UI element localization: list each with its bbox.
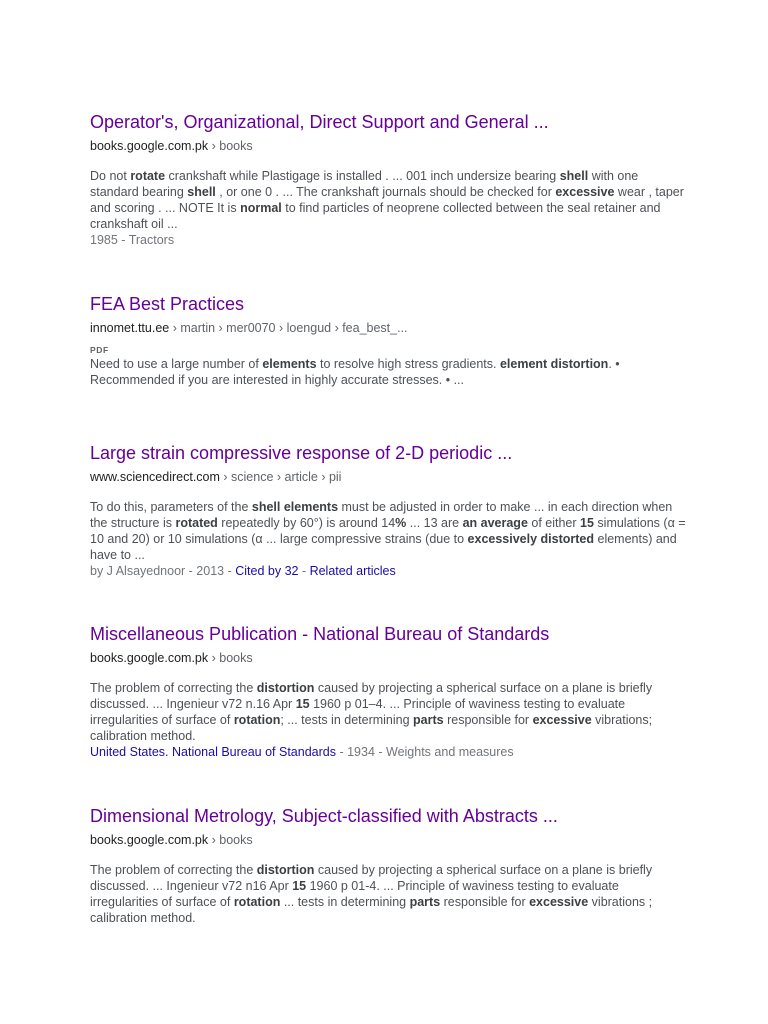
result-breadcrumb: › books	[208, 651, 253, 665]
result-title-link[interactable]: Dimensional Metrology, Subject-classified with Abstracts ...	[90, 806, 558, 826]
snippet-highlight: %	[395, 516, 407, 530]
snippet-highlight: excessive	[529, 895, 589, 909]
related-articles-link[interactable]: Related articles	[309, 564, 396, 578]
snippet-text: 1960 p 01-4. ... Principle of waviness testing to evaluate irregularities of surface of	[90, 879, 619, 909]
snippet-text: vibrations ; calibration method.	[90, 895, 653, 925]
result-domain: www.sciencedirect.com	[90, 470, 220, 484]
snippet-text: caused by projecting a spherical surface on a plane is briefly discussed. ... Ingenieur v72 n16 Apr	[90, 863, 653, 893]
snippet-text: caused by projecting a spherical surface on a plane is briefly discussed. ... Ingenieur v72 n.16 Apr	[90, 681, 653, 711]
snippet-text: crankshaft while Plastigage is installed . ... 001 inch undersize bearing	[165, 169, 560, 183]
result-snippet	[90, 499, 690, 563]
meta-text: -	[298, 564, 310, 578]
snippet-text: vibrations; calibration method.	[90, 713, 653, 743]
snippet-highlight: rotate	[130, 169, 166, 183]
snippet-text: wear , taper and scoring . ... NOTE It is	[90, 185, 684, 215]
result-url[interactable]	[90, 469, 690, 485]
snippet-text: Need to use a large number of	[90, 357, 263, 371]
snippet-text: 1960 p 01–4. ... Principle of waviness testing to evaluate irregularities of surface of	[90, 697, 626, 727]
result-domain: books.google.com.pk	[90, 651, 209, 665]
result-url[interactable]	[90, 650, 690, 666]
snippet-highlight: element distortion	[499, 357, 609, 371]
result-domain: innomet.ttu.ee	[90, 321, 170, 335]
snippet-text: of either	[527, 516, 581, 530]
snippet-highlight: shell	[187, 185, 216, 199]
result-url[interactable]	[90, 832, 690, 848]
result-meta	[90, 563, 690, 579]
snippet-highlight: an average	[462, 516, 528, 530]
snippet-text: ; ... tests in determining	[280, 713, 414, 727]
snippet-highlight: excessively distorted	[467, 532, 595, 546]
result-breadcrumb: › science › article › pii	[219, 470, 342, 484]
snippet-highlight: 15	[580, 516, 594, 530]
search-result	[90, 111, 690, 248]
result-snippet	[90, 356, 690, 388]
snippet-highlight: rotation	[233, 713, 281, 727]
result-url[interactable]	[90, 138, 690, 154]
search-result	[90, 442, 690, 579]
snippet-text: Do not	[90, 169, 131, 183]
result-title-link[interactable]: Miscellaneous Publication - National Bureau of Standards	[90, 624, 550, 644]
snippet-text: ... tests in determining	[280, 895, 410, 909]
snippet-text: The problem of correcting the	[90, 681, 257, 695]
meta-text: - 1934 - Weights and measures	[335, 745, 514, 759]
snippet-text: simulations (α = 10 and 20) or 10 simulations (α ... large compressive strains (due to	[90, 516, 686, 546]
snippet-highlight: elements	[262, 357, 317, 371]
snippet-highlight: shell	[559, 169, 589, 183]
snippet-highlight: shell elements	[251, 500, 339, 514]
snippet-text: To do this, parameters of the	[90, 500, 252, 514]
result-breadcrumb: › martin › mer0070 › loengud › fea_best_...	[169, 321, 408, 335]
snippet-text: . • Recommended if you are interested in highly accurate stresses. • ...	[90, 357, 620, 387]
snippet-text: to find particles of neoprene collected between the seal retainer and crankshaft oil ...	[90, 201, 661, 231]
cited-by-link[interactable]: Cited by 32	[235, 564, 299, 578]
snippet-text: The problem of correcting the	[90, 863, 257, 877]
result-snippet	[90, 680, 690, 744]
snippet-highlight: parts	[413, 713, 444, 727]
snippet-highlight: rotation	[233, 895, 281, 909]
search-result	[90, 805, 690, 926]
meta-text: 1985 - Tractors	[90, 233, 175, 247]
result-snippet	[90, 168, 690, 232]
result-title-link[interactable]: Large strain compressive response of 2-D periodic ...	[90, 443, 513, 463]
snippet-text: with one standard bearing	[90, 169, 639, 199]
snippet-highlight: rotated	[175, 516, 218, 530]
result-domain: books.google.com.pk	[90, 139, 209, 153]
result-breadcrumb: › books	[208, 833, 253, 847]
snippet-highlight: distortion	[256, 681, 315, 695]
search-result	[90, 623, 690, 760]
snippet-highlight: normal	[240, 201, 282, 215]
result-breadcrumb: › books	[208, 139, 253, 153]
snippet-text: must be adjusted in order to make ... in each direction when the structure is	[90, 500, 673, 530]
snippet-highlight: parts	[409, 895, 441, 909]
result-meta	[90, 232, 690, 248]
snippet-text: ... 13 are	[406, 516, 463, 530]
author-link[interactable]: United States. National Bureau of Standards	[90, 745, 336, 759]
snippet-text: elements) and have to ...	[90, 532, 677, 562]
result-snippet	[90, 862, 690, 926]
search-result	[90, 293, 690, 388]
snippet-highlight: distortion	[256, 863, 315, 877]
meta-text: by J Alsayednoor - 2013 -	[90, 564, 236, 578]
result-title-link[interactable]: FEA Best Practices	[90, 294, 245, 314]
snippet-highlight: 15	[295, 697, 310, 711]
snippet-text: , or one 0 . ... The crankshaft journals should be checked for	[215, 185, 556, 199]
snippet-text: responsible for	[440, 895, 530, 909]
snippet-text: responsible for	[443, 713, 533, 727]
snippet-text: repeatedly by 60°) is around 14	[217, 516, 396, 530]
result-url[interactable]	[90, 320, 690, 336]
snippet-text: to resolve high stress gradients.	[316, 357, 500, 371]
snippet-highlight: 15	[292, 879, 307, 893]
result-title-link[interactable]: Operator's, Organizational, Direct Support and General ...	[90, 112, 549, 132]
result-domain: books.google.com.pk	[90, 833, 209, 847]
result-meta	[90, 744, 690, 760]
snippet-highlight: excessive	[532, 713, 592, 727]
snippet-highlight: excessive	[555, 185, 615, 199]
pdf-badge: PDF	[90, 345, 109, 355]
